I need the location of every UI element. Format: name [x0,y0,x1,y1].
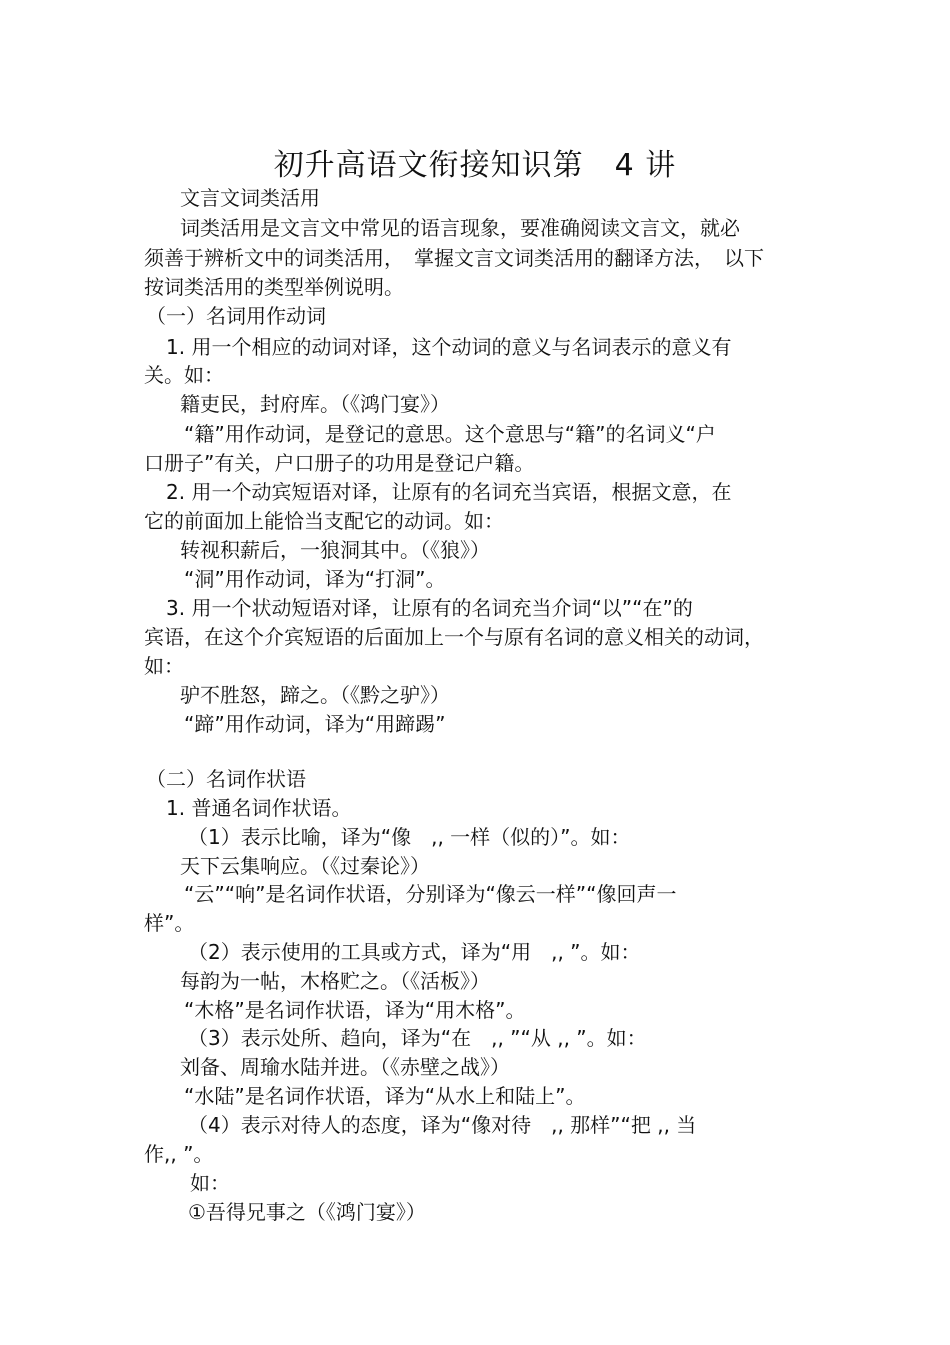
paragraph-line: 样”。 [144,911,195,935]
paragraph-line: （4）表示对待人的态度，译为“像对待 ,, 那样”“把 ,, 当 [188,1113,697,1137]
paragraph-line: 2. 用一个动宾短语对译，让原有的名词充当宾语，根据文意，在 [166,480,732,504]
paragraph-line: 1. 普通名词作状语。 [166,796,352,820]
paragraph-line: 如： [144,654,184,678]
example-line: 籍吏民，封府库。（《鸿门宴》） [180,392,450,416]
paragraph-line: 关。如： [144,363,224,387]
paragraph-line: 作,, ”。 [144,1142,214,1166]
paragraph-line: 1. 用一个相应的动词对译，这个动词的意义与名词表示的意义有 [166,335,732,359]
paragraph-line: （1）表示比喻，译为“像 ,, 一样（似的）”。如： [188,825,631,849]
paragraph-line: 3. 用一个状动短语对译，让原有的名词充当介词“以”“在”的 [166,596,693,620]
paragraph-line: 如： [190,1171,230,1195]
paragraph-line: “蹄”用作动词，译为“用蹄踢” [184,712,446,736]
page-title: 初升高语文衔接知识第 4 讲 [273,148,677,184]
example-line: 驴不胜怒，蹄之。（《黔之驴》） [180,683,450,707]
paragraph-line: 宾语，在这个介宾短语的后面加上一个与原有名词的意义相关的动词， [144,625,764,649]
paragraph-line: “籍”用作动词，是登记的意思。这个意思与“籍”的名词义“户 [184,422,716,446]
paragraph-line: 口册子”有关，户口册子的功用是登记户籍。 [144,451,535,475]
paragraph-line: 按词类活用的类型举例说明。 [144,275,404,299]
section-heading: （一）名词用作动词 [146,304,326,328]
paragraph-line: “云”“响”是名词作状语，分别译为“像云一样”“像回声一 [184,882,677,906]
paragraph-line: （3）表示处所、趋向，译为“在 ,, ”“从 ,, ”。如： [188,1026,647,1050]
paragraph-line: “洞”用作动词，译为“打洞”。 [184,567,446,591]
example-line: 天下云集响应。（《过秦论》） [180,854,430,878]
section-heading: 文言文词类活用 [180,186,320,210]
paragraph-line: 词类活用是文言文中常见的语言现象，要准确阅读文言文，就必 [180,216,740,240]
paragraph-line: （2）表示使用的工具或方式，译为“用 ,, ”。如： [188,940,641,964]
example-line: 转视积薪后，一狼洞其中。（《狼》） [180,538,490,562]
example-line: ①吾得兄事之（《鸿门宴》） [188,1200,426,1224]
paragraph-line: 它的前面加上能恰当支配它的动词。如： [144,509,504,533]
example-line: 刘备、周瑜水陆并进。（《赤壁之战》） [180,1055,510,1079]
paragraph-line: “水陆”是名词作状语，译为“从水上和陆上”。 [184,1084,586,1108]
section-heading: （二）名词作状语 [146,767,306,791]
example-line: 每韵为一帖，木格贮之。（《活板》） [180,969,490,993]
paragraph-line: 须善于辨析文中的词类活用， 掌握文言文词类活用的翻译方法， 以下 [144,246,764,270]
paragraph-line: “木格”是名词作状语，译为“用木格”。 [184,998,526,1022]
